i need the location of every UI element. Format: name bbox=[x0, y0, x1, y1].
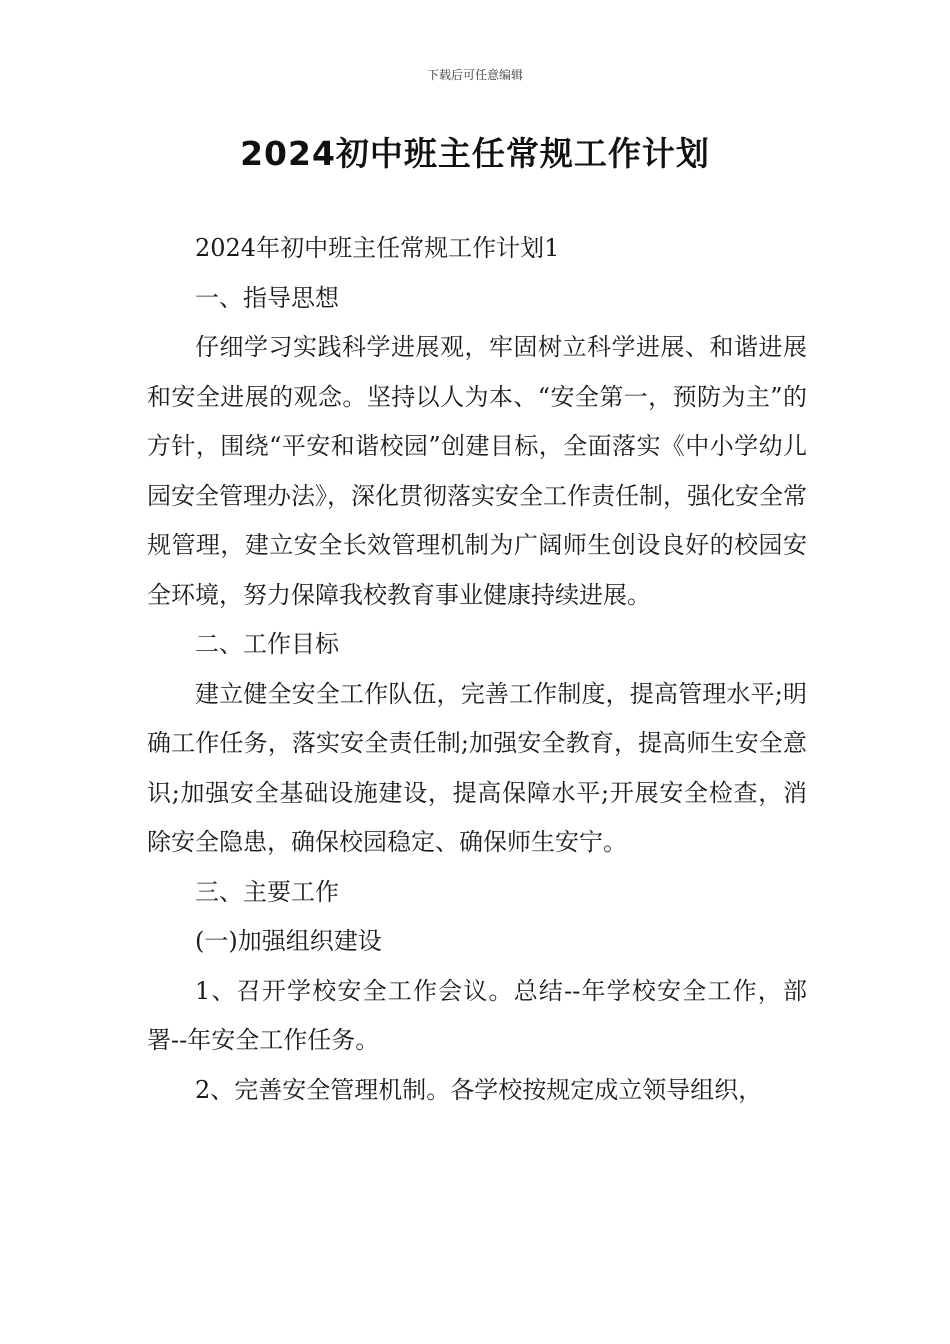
paragraph-work-goals: 建立健全安全工作队伍，完善工作制度，提高管理水平;明确工作任务，落实安全责任制;加强安全教育，提高师生安全意识;加强安全基础设施建设，提高保障水平;开展安全检查，消除安全隐患，确保校园稳定、确保师生安宁。 bbox=[147, 679, 807, 856]
section-heading-guiding-ideology: 一、指导思想 bbox=[195, 283, 339, 312]
paragraph-guiding-ideology: 仔细学习实践科学进展观，牢固树立科学进展、和谐进展和安全进展的观念。坚持以人为本、“安全第一，预防为主”的方针，围绕“平安和谐校园”创建目标，全面落实《中小学幼儿园安全管理办法》，深化贯彻落实安全工作责任制，强化安全常规管理，建立安全长效管理机制为广阔师生创设良好的校园安全环境，努力保障我校教育事业健康持续进展。 bbox=[147, 333, 807, 609]
subheading-organization: (一)加强组织建设 bbox=[195, 927, 382, 955]
document-title: 2024初中班主任常规工作计划 bbox=[240, 134, 710, 173]
list-item-1: 1、召开学校安全工作会议。总结--年学校安全工作，部署--年安全工作任务。 bbox=[147, 976, 807, 1054]
list-item-2: 2、完善安全管理机制。各学校按规定成立领导组织， bbox=[195, 1075, 763, 1104]
section-heading-main-work: 三、主要工作 bbox=[195, 877, 339, 906]
section-heading-plan-1: 2024年初中班主任常规工作计划1 bbox=[195, 234, 560, 262]
document-body bbox=[147, 224, 807, 1115]
header-note: 下载后可任意编辑 bbox=[426, 68, 523, 82]
section-heading-work-goals: 二、工作目标 bbox=[195, 630, 339, 658]
